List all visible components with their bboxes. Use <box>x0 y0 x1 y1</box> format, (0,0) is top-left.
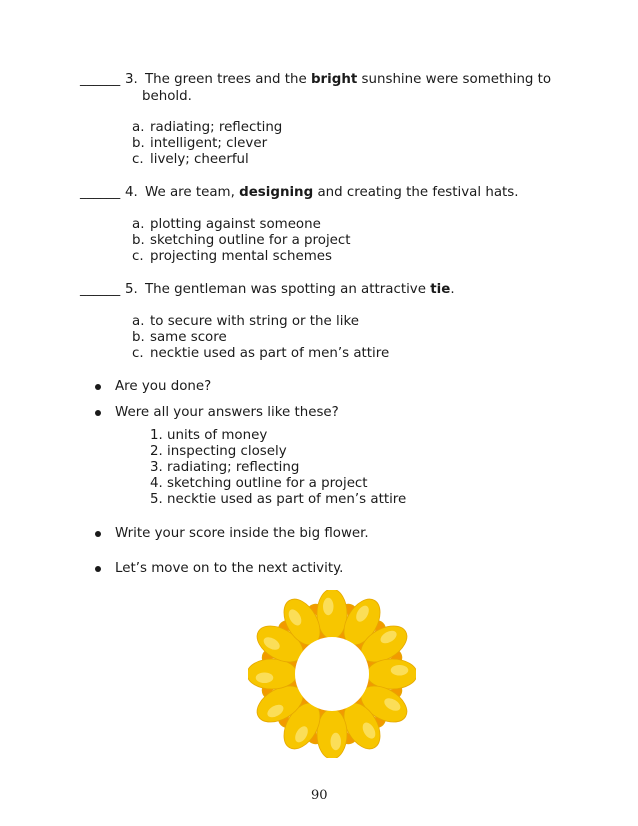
option-letter: b. <box>132 136 145 151</box>
bullet-icon <box>95 531 101 537</box>
flower-petal <box>367 659 416 689</box>
question-number: 3. <box>125 72 138 87</box>
option-text: to secure with string or the like <box>150 314 359 329</box>
answer-blank[interactable]: ______ <box>80 185 121 200</box>
question-stem: The gentleman was spotting an attractive tie. <box>145 282 455 297</box>
option-letter: c. <box>132 152 144 167</box>
option-text: plotting against someone <box>150 217 321 232</box>
option-text: intelligent; clever <box>150 136 268 151</box>
bullet-icon <box>95 384 101 390</box>
bullet-next: Let’s move on to the next activity. <box>115 561 344 576</box>
question-stem-continued: behold. <box>142 89 192 104</box>
question-stem: We are team, designing and creating the festival hats. <box>145 185 519 200</box>
answer-key-item: 2. inspecting closely <box>150 444 287 459</box>
answer-key-item: 5. necktie used as part of men’s attire <box>150 492 407 507</box>
flower-petal <box>317 709 347 758</box>
option-letter: b. <box>132 330 145 345</box>
option-text: projecting mental schemes <box>150 249 332 264</box>
bullet-score: Write your score inside the big flower. <box>115 526 369 541</box>
option-letter: c. <box>132 346 144 361</box>
bullet-done: Are you done? <box>115 379 212 394</box>
option-text: same score <box>150 330 227 345</box>
bullet-icon <box>95 566 101 572</box>
bullet-answers-prompt: Were all your answers like these? <box>115 405 339 420</box>
answer-key-item: 4. sketching outline for a project <box>150 476 368 491</box>
question-keyword: tie <box>430 282 451 297</box>
page-number: 90 <box>311 788 328 803</box>
option-letter: a. <box>132 314 145 329</box>
answer-key-item: 1. units of money <box>150 428 268 443</box>
question-number: 5. <box>125 282 138 297</box>
question-keyword: bright <box>310 72 358 87</box>
flower-petal <box>317 590 347 639</box>
option-letter: c. <box>132 249 144 264</box>
bullet-icon <box>95 410 101 416</box>
flower-petal <box>248 659 297 689</box>
option-letter: a. <box>132 120 145 135</box>
score-circle[interactable] <box>295 637 369 711</box>
option-text: radiating; reflecting <box>150 120 283 135</box>
option-letter: a. <box>132 217 145 232</box>
option-text: sketching outline for a project <box>150 233 351 248</box>
answer-blank[interactable]: ______ <box>80 72 121 87</box>
option-letter: b. <box>132 233 145 248</box>
question-number: 4. <box>125 185 138 200</box>
question-keyword: designing <box>239 185 314 200</box>
option-text: lively; cheerful <box>150 152 249 167</box>
question-stem: The green trees and the bright sunshine were something to <box>145 72 552 87</box>
score-flower[interactable] <box>248 590 416 758</box>
answer-key-item: 3. radiating; reflecting <box>150 460 300 475</box>
answer-blank[interactable]: ______ <box>80 282 121 297</box>
option-text: necktie used as part of men’s attire <box>150 346 390 361</box>
